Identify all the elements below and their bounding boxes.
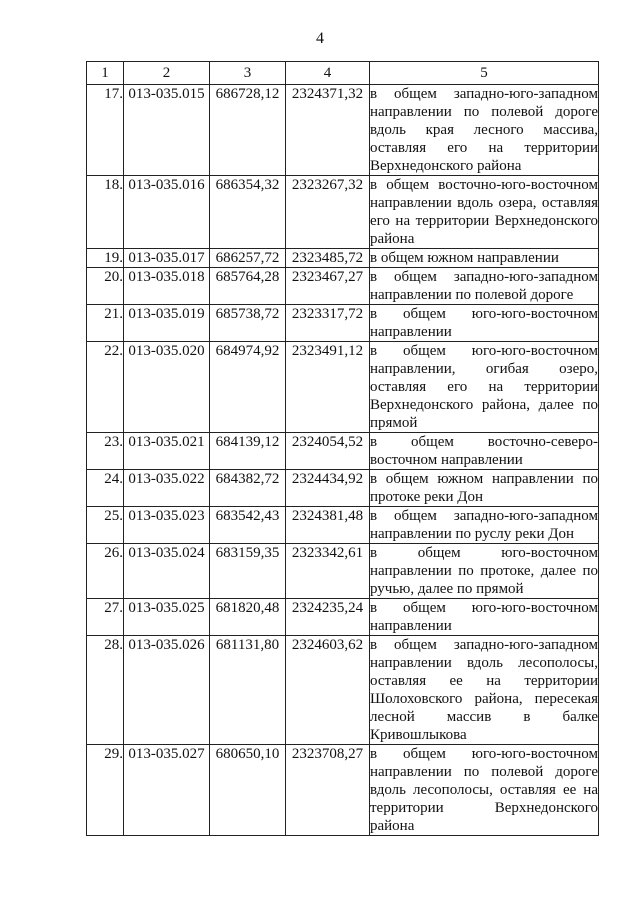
header-col-5: 5 bbox=[370, 62, 599, 85]
coordinate-x: 685738,72 bbox=[210, 305, 286, 342]
coordinate-y: 2324235,24 bbox=[286, 599, 370, 636]
row-number: 26. bbox=[87, 544, 124, 599]
coordinate-y: 2323485,72 bbox=[286, 249, 370, 268]
coordinate-y: 2324603,62 bbox=[286, 636, 370, 745]
point-code: 013-035.025 bbox=[124, 599, 210, 636]
header-col-1: 1 bbox=[87, 62, 124, 85]
coordinate-x: 683159,35 bbox=[210, 544, 286, 599]
coordinate-y: 2323342,61 bbox=[286, 544, 370, 599]
point-code: 013-035.017 bbox=[124, 249, 210, 268]
table-header bbox=[87, 62, 599, 85]
point-code: 013-035.024 bbox=[124, 544, 210, 599]
point-code: 013-035.016 bbox=[124, 176, 210, 249]
point-code: 013-035.023 bbox=[124, 507, 210, 544]
table-row bbox=[87, 342, 599, 433]
point-code: 013-035.022 bbox=[124, 470, 210, 507]
boundary-description: в общем юго-юго-восточном направлении bbox=[370, 306, 598, 340]
row-number: 18. bbox=[87, 176, 124, 249]
boundary-points-table bbox=[86, 61, 599, 836]
point-code: 013-035.018 bbox=[124, 268, 210, 305]
row-number: 19. bbox=[87, 249, 124, 268]
header-col-3: 3 bbox=[210, 62, 286, 85]
boundary-description: в общем западно-юго-западном направлении по руслу реки Дон bbox=[370, 508, 598, 542]
boundary-description: в общем западно-юго-западном направлении по полевой дороге bbox=[370, 269, 598, 303]
table-row bbox=[87, 470, 599, 507]
point-code: 013-035.021 bbox=[124, 433, 210, 470]
table-body bbox=[87, 85, 599, 836]
coordinate-y: 2323267,32 bbox=[286, 176, 370, 249]
boundary-description: в общем восточно-северо-восточном направлении bbox=[370, 434, 598, 468]
row-number: 22. bbox=[87, 342, 124, 433]
row-number: 24. bbox=[87, 470, 124, 507]
boundary-description: в общем юго-юго-восточном направлении по полевой дороге вдоль лесополосы, оставляя ее на территории Верхнедонского района bbox=[370, 746, 598, 834]
row-number: 17. bbox=[87, 85, 124, 176]
coordinate-x: 686257,72 bbox=[210, 249, 286, 268]
point-code: 013-035.027 bbox=[124, 745, 210, 836]
boundary-description: в общем западно-юго-западном направлении по полевой дороге вдоль края лесного массива, оставляя его на территории Верхнедонского района bbox=[370, 86, 598, 174]
table-row bbox=[87, 544, 599, 599]
table-row bbox=[87, 507, 599, 544]
table-row bbox=[87, 433, 599, 470]
header-row bbox=[87, 62, 599, 85]
coordinate-x: 681131,80 bbox=[210, 636, 286, 745]
header-col-4: 4 bbox=[286, 62, 370, 85]
page-number: 4 bbox=[316, 30, 324, 47]
coordinate-y: 2323317,72 bbox=[286, 305, 370, 342]
coordinate-x: 684382,72 bbox=[210, 470, 286, 507]
table-row bbox=[87, 176, 599, 249]
row-number: 27. bbox=[87, 599, 124, 636]
row-number: 20. bbox=[87, 268, 124, 305]
coordinate-x: 684139,12 bbox=[210, 433, 286, 470]
table-row bbox=[87, 636, 599, 745]
coordinate-y: 2323491,12 bbox=[286, 342, 370, 433]
row-number: 29. bbox=[87, 745, 124, 836]
row-number: 25. bbox=[87, 507, 124, 544]
table-row bbox=[87, 268, 599, 305]
coordinate-x: 686354,32 bbox=[210, 176, 286, 249]
boundary-description: в общем южном направлении bbox=[370, 249, 599, 268]
point-code: 013-035.026 bbox=[124, 636, 210, 745]
boundary-description: в общем юго-юго-восточном направлении bbox=[370, 600, 598, 634]
table-row bbox=[87, 745, 599, 836]
boundary-description: в общем восточно-юго-восточном направлении вдоль озера, оставляя его на территории Верхнедонского района bbox=[370, 177, 598, 247]
table-row bbox=[87, 85, 599, 176]
table-row bbox=[87, 305, 599, 342]
point-code: 013-035.020 bbox=[124, 342, 210, 433]
row-number: 21. bbox=[87, 305, 124, 342]
row-number: 28. bbox=[87, 636, 124, 745]
coordinate-y: 2323467,27 bbox=[286, 268, 370, 305]
coordinate-x: 684974,92 bbox=[210, 342, 286, 433]
coordinate-y: 2324381,48 bbox=[286, 507, 370, 544]
header-col-2: 2 bbox=[124, 62, 210, 85]
boundary-description: в общем южном направлении по протоке реки Дон bbox=[370, 471, 598, 505]
coordinate-x: 685764,28 bbox=[210, 268, 286, 305]
coordinate-y: 2324054,52 bbox=[286, 433, 370, 470]
coordinate-x: 686728,12 bbox=[210, 85, 286, 176]
coordinate-x: 680650,10 bbox=[210, 745, 286, 836]
boundary-description: в общем юго-восточном направлении по протоке, далее по ручью, далее по прямой bbox=[370, 545, 598, 597]
table-row bbox=[87, 599, 599, 636]
row-number: 23. bbox=[87, 433, 124, 470]
point-code: 013-035.019 bbox=[124, 305, 210, 342]
coordinate-y: 2324371,32 bbox=[286, 85, 370, 176]
boundary-description: в общем западно-юго-западном направлении вдоль лесополосы, оставляя ее на территории Шолоховского района, пересекая лесной массив в балке Кривошлыкова bbox=[370, 637, 598, 743]
boundary-description: в общем юго-юго-восточном направлении, огибая озеро, оставляя его на территории Верхнедонского района, далее по прямой bbox=[370, 343, 598, 431]
coordinate-x: 683542,43 bbox=[210, 507, 286, 544]
point-code: 013-035.015 bbox=[124, 85, 210, 176]
coordinate-y: 2324434,92 bbox=[286, 470, 370, 507]
table-row bbox=[87, 249, 599, 268]
coordinate-x: 681820,48 bbox=[210, 599, 286, 636]
coordinate-y: 2323708,27 bbox=[286, 745, 370, 836]
